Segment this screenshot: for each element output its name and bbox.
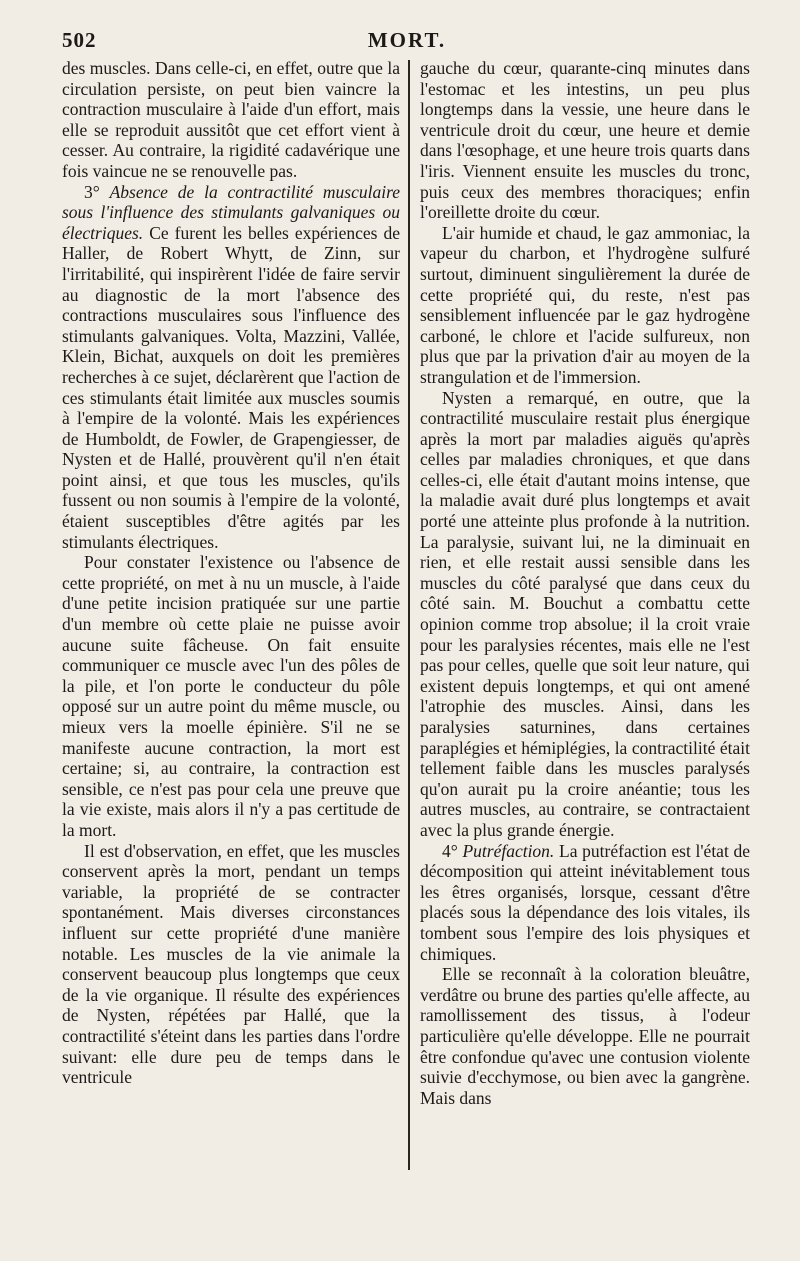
section-body: Ce furent les belles expériences de Haller, de Robert Whytt, de Zinn, sur l'irritabilité, qui inspirèrent l'idée de faire servir au diagnostic de la mort l'absence des contractions musculaires sous l'influence des stimulants galvaniques. Volta, Mazzini, Vallée, Klein, Bichat, auxquels on doit les premières recherches à ce sujet, déclarèrent que l'action de ces stimulants était limitée aux muscles soumis à l'empire de la volonté. Mais les expériences de Humboldt, de Fowler, de Grapengiesser, de Nysten et de Hallé, prouvèrent qu'il n'en était point ainsi, et que tous les muscles, qu'ils fussent ou non soumis à l'empire de la volonté, étaient susceptibles d'être agités par les stimulants électriques. [62, 222, 400, 552]
page-header [62, 28, 752, 54]
column-divider [408, 60, 410, 1170]
paragraph-section-3 [62, 182, 400, 553]
section-body: La putréfaction est l'état de décomposition qui atteint inévitablement tous les êtres organisés, lorsque, cessant d'être placés sous la dépendance des lois vitales, ils tombent sous l'empire des lois physiques et chimiques. [420, 840, 751, 964]
section-number: 3° [84, 181, 100, 202]
running-head: MORT. [367, 28, 447, 52]
right-column [420, 58, 750, 1108]
section-number: 4° [442, 840, 458, 861]
paragraph: Pour constater l'existence ou l'absence de cette propriété, on met à nu un muscle, à l'aide d'une petite incision pratiquée sur une partie d'un membre où cette plaie ne puisse avoir aucune suite fâcheuse. On fait ensuite communiquer ce muscle avec l'un des pôles de la pile, et l'on porte le conducteur du pôle opposé sur un autre point du même muscle, ou mieux vers la moelle épinière. S'il ne se manifeste aucune contraction, la mort est certaine; si, au contraire, la contraction est sensible, ce n'est pas pour cela une preuve que la vie existe, mais alors il n'y a pas certitude de la mort. [62, 552, 400, 840]
paragraph: des muscles. Dans celle-ci, en effet, outre que la circulation persiste, on peut bien vaincre la contraction musculaire à l'aide d'un effort, mais elle se reproduit aussitôt que cet effort vient à cesser. Au contraire, la rigidité cadavérique une fois vaincue ne se renouvelle pas. [62, 58, 400, 181]
paragraph: Elle se reconnaît à la coloration bleuâtre, verdâtre ou brune des parties qu'elle affecte, au ramollissement des tissus, à l'odeur particulière qu'elle développe. Elle ne pourrait être confondue qu'avec une contusion violente suivie d'ecchymose, ou bien avec la gangrène. Mais dans [420, 964, 750, 1108]
paragraph: L'air humide et chaud, le gaz ammoniac, la vapeur du charbon, et l'hydrogène sulfuré surtout, diminuent singulièrement la durée de cette propriété qui, du reste, n'est pas sensiblement influencée par le gaz hydrogène carboné, le chlore et l'acide sulfureux, non plus que par la privation d'air au moyen de la strangulation et de l'immersion. [420, 222, 750, 387]
page-number: 502 [62, 28, 97, 52]
section-title: Absence de la contractilité musculaire sous l'influence des stimulants galvaniques ou électriques. [62, 181, 401, 243]
paragraph: gauche du cœur, quarante-cinq minutes dans l'estomac et les intestins, un peu plus longtemps dans la vessie, une heure dans le ventricule droit du cœur, une heure et demie dans l'œsophage, et une heure trois quarts dans l'iris. Viennent ensuite les muscles du tronc, puis ceux des membres thoraciques; enfin l'oreillette droite du cœur. [420, 58, 750, 223]
left-column [62, 58, 400, 1088]
section-title: Putréfaction. [462, 840, 555, 861]
paragraph: Il est d'observation, en effet, que les muscles conservent après la mort, pendant un temps variable, la propriété de se contracter spontanément. Mais diverses circonstances influent sur cette propriété d'une manière notable. Les muscles de la vie animale la conservent beaucoup plus longtemps que ceux de la vie organique. Il résulte des expériences de Nysten, répétées par Hallé, que la contractilité s'éteint dans les parties dans l'ordre suivant: elle dure peu de temps dans le ventricule [62, 840, 400, 1088]
paragraph: Nysten a remarqué, en outre, que la contractilité musculaire restait plus énergique après la mort par maladies aiguës qu'après celles par maladies chroniques, et que dans celles-ci, elle était d'autant moins intense, que la maladie avait duré plus longtemps et avait porté une atteinte plus profonde à la nutrition. La paralysie, suivant lui, ne la diminuait en rien, et elle restait aussi sensible dans les muscles du côté paralysé que dans ceux du côté sain. M. Bouchut a combattu cette opinion comme trop absolue; il la croit vraie pour les paralysies récentes, mais elle ne l'est pas pour celles, quelle que soit leur nature, qui existent depuis longtemps, et qui ont amené l'atrophie des muscles. Ainsi, dans les paralysies saturnines, dans certaines paraplégies et hémiplégies, la contractilité était tellement faible dans les muscles paralysés qu'on aurait pu la croire anéantie; tous les autres muscles, au contraire, se contractaient avec la plus grande énergie. [420, 387, 750, 840]
paragraph-section-4 [420, 841, 750, 965]
